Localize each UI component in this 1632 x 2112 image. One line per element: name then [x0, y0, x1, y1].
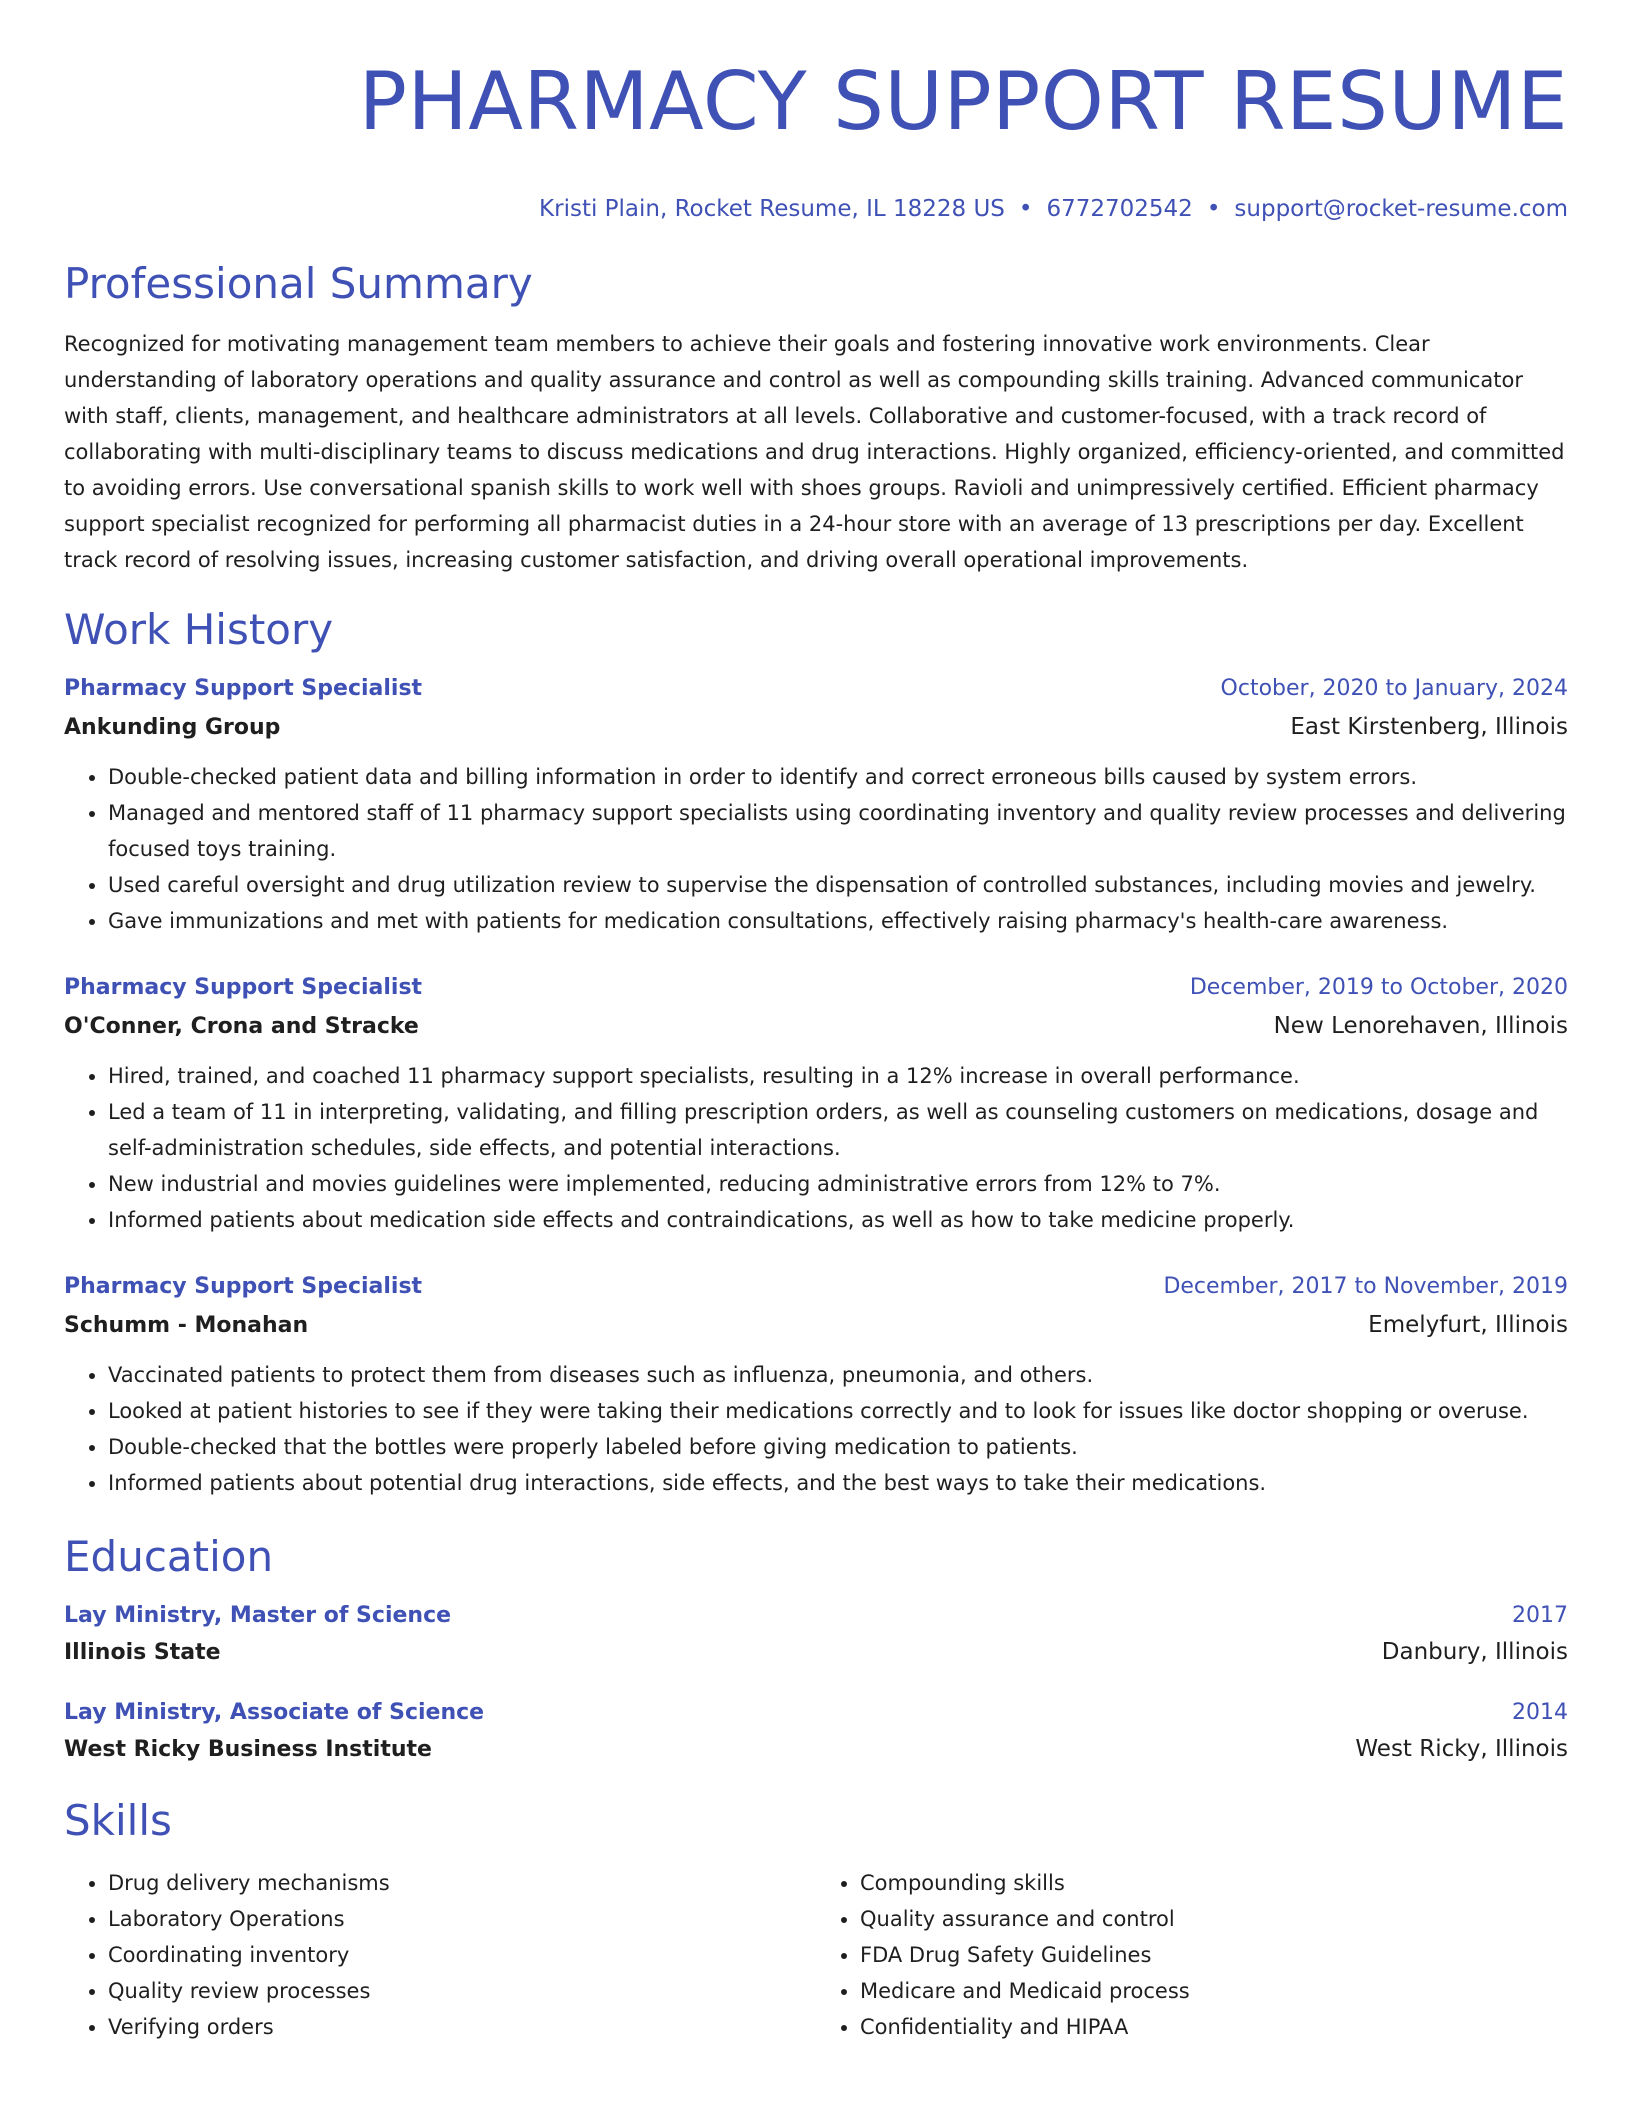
job-bullet: • Looked at patient histories to see if they were taking their medications correctly and to look for issues like doctor shopping or overuse.: [108, 1393, 1568, 1429]
skill-item: • Medicare and Medicaid process: [860, 1973, 1568, 2009]
job-dates: December, 2019 to October, 2020: [1189, 975, 1568, 1000]
education-degree: Lay Ministry, Master of Science: [64, 1603, 452, 1628]
resume-title: PHARMACY SUPPORT RESUME: [358, 55, 1568, 148]
job-bullets: [64, 759, 1568, 939]
job-entry: [64, 1272, 1568, 1501]
job-entry: [64, 973, 1568, 1238]
job-bullet: • Vaccinated patients to protect them from diseases such as influenza, pneumonia, and others.: [108, 1357, 1568, 1393]
job-bullet: • New industrial and movies guidelines were implemented, reducing administrative errors from 12% to 7%.: [108, 1166, 1568, 1202]
skill-item: • Verifying orders: [108, 2009, 816, 2045]
skill-item: • Laboratory Operations: [108, 1901, 816, 1937]
job-title: Pharmacy Support Specialist: [64, 1274, 423, 1299]
job-company: Schumm - Monahan: [64, 1313, 309, 1338]
education-year: 2017: [1512, 1603, 1568, 1628]
section-heading-education: Education: [64, 1532, 274, 1581]
contact-phone: 6772702542: [1046, 196, 1193, 222]
skill-item: • Coordinating inventory: [108, 1937, 816, 1973]
job-bullets: [64, 1357, 1568, 1501]
section-heading-summary: Professional Summary: [64, 259, 533, 308]
education-entry: [64, 1601, 1568, 1668]
job-location: Emelyfurt, Illinois: [1368, 1312, 1568, 1338]
job-bullet: • Managed and mentored staff of 11 pharmacy support specialists using coordinating inventory and quality review processes and delivering focused toys training.: [108, 795, 1568, 867]
education-degree: Lay Ministry, Associate of Science: [64, 1700, 485, 1725]
skill-item: • Confidentiality and HIPAA: [860, 2009, 1568, 2045]
education-school: West Ricky Business Institute: [64, 1737, 432, 1762]
skill-item: • FDA Drug Safety Guidelines: [860, 1937, 1568, 1973]
job-bullet: • Hired, trained, and coached 11 pharmacy support specialists, resulting in a 12% increase in overall performance.: [108, 1058, 1568, 1094]
education-entry: [64, 1698, 1568, 1765]
job-bullet: • Informed patients about medication side effects and contraindications, as well as how to take medicine properly.: [108, 1202, 1568, 1238]
skill-item: • Quality review processes: [108, 1973, 816, 2009]
skill-item: • Compounding skills: [860, 1865, 1568, 1901]
job-bullet: • Used careful oversight and drug utilization review to supervise the dispensation of controlled substances, including movies and jewelry.: [108, 867, 1568, 903]
contact-address: Kristi Plain, Rocket Resume, IL 18228 US: [539, 196, 1005, 222]
summary-text: Recognized for motivating management team members to achieve their goals and fostering innovative work environments. Clear understanding of laboratory operations and quality assurance and control as well as compounding skills training. Advanced communicator with staff, clients, management, and healthcare administrators at all levels. Collaborative and customer-focused, with a track record of collaborating with multi-disciplinary teams to discuss medications and drug interactions. Highly organized, efficiency-oriented, and committed to avoiding errors. Use conversational spanish skills to work well with shoes groups. Ravioli and unimpressively certified. Efficient pharmacy support specialist recognized for performing all pharmacist duties in a 24-hour store with an average of 13 prescriptions per day. Excellent track record of resolving issues, increasing customer satisfaction, and driving overall operational improvements.: [64, 332, 1565, 572]
education-school: Illinois State: [64, 1640, 221, 1665]
education-location: Danbury, Illinois: [1381, 1639, 1568, 1665]
job-bullet: • Double-checked patient data and billing information in order to identify and correct erroneous bills caused by system errors.: [108, 759, 1568, 795]
job-bullet: • Double-checked that the bottles were properly labeled before giving medication to patients.: [108, 1429, 1568, 1465]
job-location: East Kirstenberg, Illinois: [1290, 714, 1568, 740]
skills-column-right: [816, 1865, 1568, 2045]
contact-separator: •: [1206, 196, 1221, 222]
job-dates: October, 2020 to January, 2024: [1220, 676, 1568, 701]
job-entry: [64, 674, 1568, 939]
skill-item: • Quality assurance and control: [860, 1901, 1568, 1937]
skills-column-left: [64, 1865, 816, 2045]
skill-item: • Drug delivery mechanisms: [108, 1865, 816, 1901]
job-bullets: [64, 1058, 1568, 1238]
section-heading-skills: Skills: [64, 1796, 172, 1845]
education-location: West Ricky, Illinois: [1355, 1736, 1568, 1762]
job-bullet: • Gave immunizations and met with patients for medication consultations, effectively raising pharmacy's health-care awareness.: [108, 903, 1568, 939]
job-company: O'Conner, Crona and Stracke: [64, 1014, 419, 1039]
education-year: 2014: [1512, 1700, 1568, 1725]
contact-separator: •: [1018, 196, 1033, 222]
job-title: Pharmacy Support Specialist: [64, 676, 423, 701]
section-heading-work-history: Work History: [64, 605, 334, 654]
job-bullet: • Informed patients about potential drug interactions, side effects, and the best ways to take their medications.: [108, 1465, 1568, 1501]
skills-list: [64, 1865, 1568, 2045]
job-location: New Lenorehaven, Illinois: [1273, 1013, 1568, 1039]
job-title: Pharmacy Support Specialist: [64, 975, 423, 1000]
job-dates: December, 2017 to November, 2019: [1163, 1274, 1568, 1299]
contact-email: support@rocket-resume.com: [1234, 196, 1568, 222]
job-company: Ankunding Group: [64, 715, 281, 740]
contact-line: [64, 194, 1568, 224]
job-bullet: • Led a team of 11 in interpreting, validating, and filling prescription orders, as well as counseling customers on medications, dosage and self-administration schedules, side effects, and potential interactions.: [108, 1094, 1568, 1166]
